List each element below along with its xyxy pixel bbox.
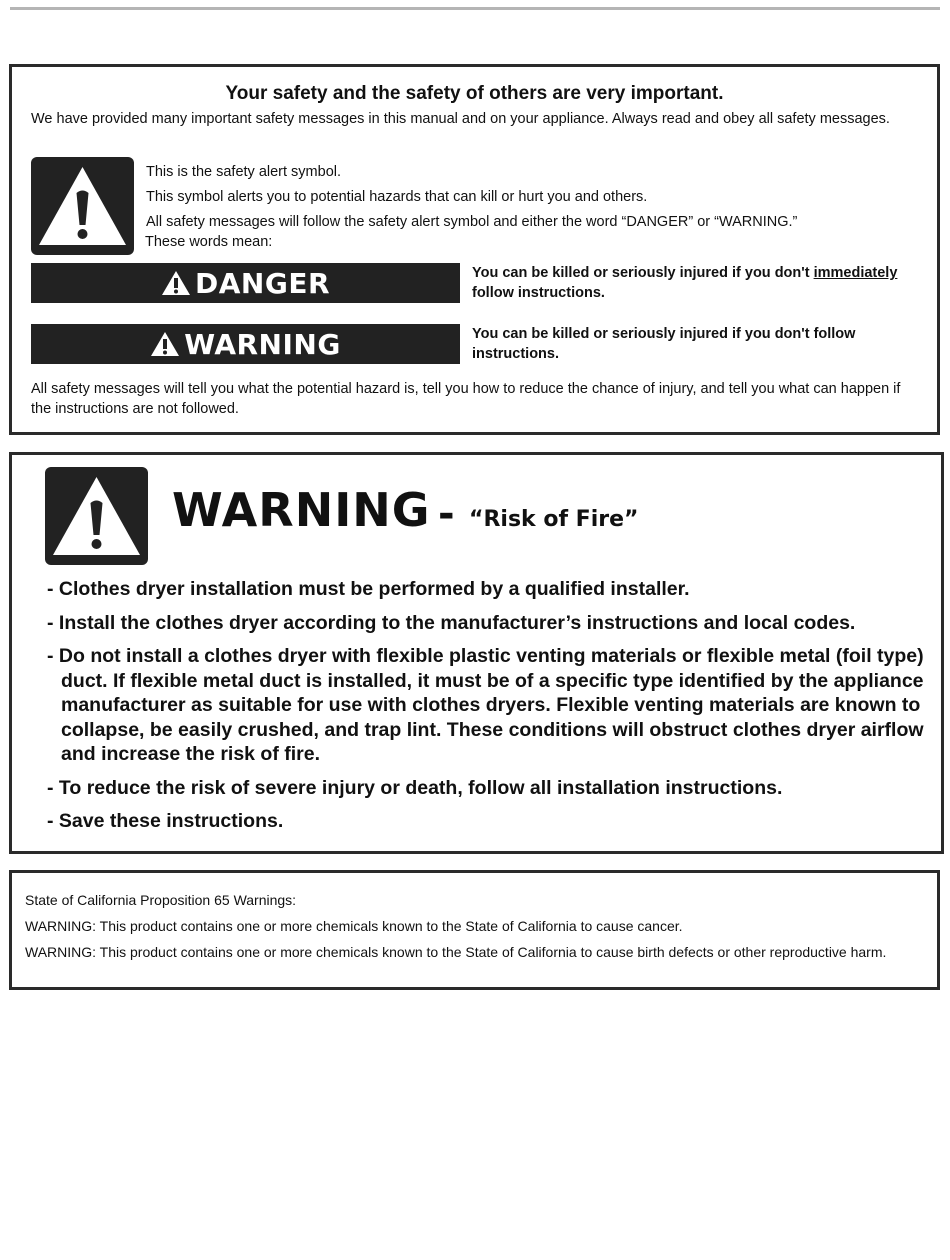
fire-warning-subheading: “Risk of Fire” — [469, 507, 639, 532]
safety-intro: We have provided many important safety messages in this manual and on your appliance. Always read and obey all safety messages. — [31, 111, 890, 127]
prop65-box — [9, 870, 940, 990]
danger-desc-pre: You can be killed or seriously injured if you don't — [472, 265, 814, 281]
top-rule — [10, 7, 940, 10]
list-item: - Save these instructions. — [47, 810, 284, 832]
warning-signal-bar — [31, 324, 460, 364]
danger-description — [472, 264, 932, 303]
alert-triangle-icon — [161, 270, 191, 296]
alert-triangle-icon — [31, 157, 134, 255]
fire-warning-list — [47, 577, 927, 843]
safety-title: Your safety and the safety of others are very important. — [225, 83, 724, 104]
alert-triangle-icon — [45, 467, 148, 565]
safety-info-box — [9, 64, 940, 435]
prop65-title: State of California Proposition 65 Warnings: — [25, 892, 297, 908]
symbol-line-2: This symbol alerts you to potential hazards that can kill or hurt you and others. — [146, 189, 648, 205]
warning-label: WARNING — [184, 327, 341, 361]
fire-warning-box — [9, 452, 944, 854]
list-item: - Install the clothes dryer according to the manufacturer’s instructions and local codes. — [47, 611, 856, 634]
list-item: - Do not install a clothes dryer with flexible plastic venting materials or flexible metal (foil type) duct. If flexible metal duct is installed, it must be of a specific type identified by the appliance manufacturer as suitable for use with clothes dryers. Flexible venting materials are known to collapse, be easily crushed, and trap lint. These conditions will obstruct clothes dryer airflow and increase the risk of fire. — [47, 645, 924, 765]
words-mean: These words mean: — [145, 234, 273, 250]
safety-outro: All safety messages will tell you what the potential hazard is, tell you how to reduce the chance of injury, and tell you what can happen if the instructions are not followed. — [31, 381, 901, 417]
list-item: - To reduce the risk of severe injury or death, follow all installation instructions. — [47, 776, 783, 799]
danger-desc-emphasis: immediately — [813, 265, 898, 281]
fire-warning-heading: WARNING — [172, 483, 431, 537]
fire-heading-dash: - — [438, 491, 455, 537]
symbol-line-1: This is the safety alert symbol. — [146, 164, 342, 180]
danger-signal-bar — [31, 263, 460, 303]
danger-desc-post: follow instructions. — [472, 284, 605, 301]
symbol-line-3: All safety messages will follow the safety alert symbol and either the word “DANGER” or “WARNING.” — [146, 214, 798, 230]
list-item: - Clothes dryer installation must be performed by a qualified installer. — [47, 578, 690, 600]
prop65-warning-1: WARNING: This product contains one or more chemicals known to the State of California to cause cancer. — [25, 918, 683, 934]
danger-label: DANGER — [194, 266, 330, 300]
warning-description: You can be killed or seriously injured if you don't follow instructions. — [472, 326, 856, 362]
prop65-warning-2: WARNING: This product contains one or more chemicals known to the State of California to cause birth defects or other reproductive harm. — [25, 944, 887, 960]
alert-triangle-icon — [150, 331, 180, 357]
